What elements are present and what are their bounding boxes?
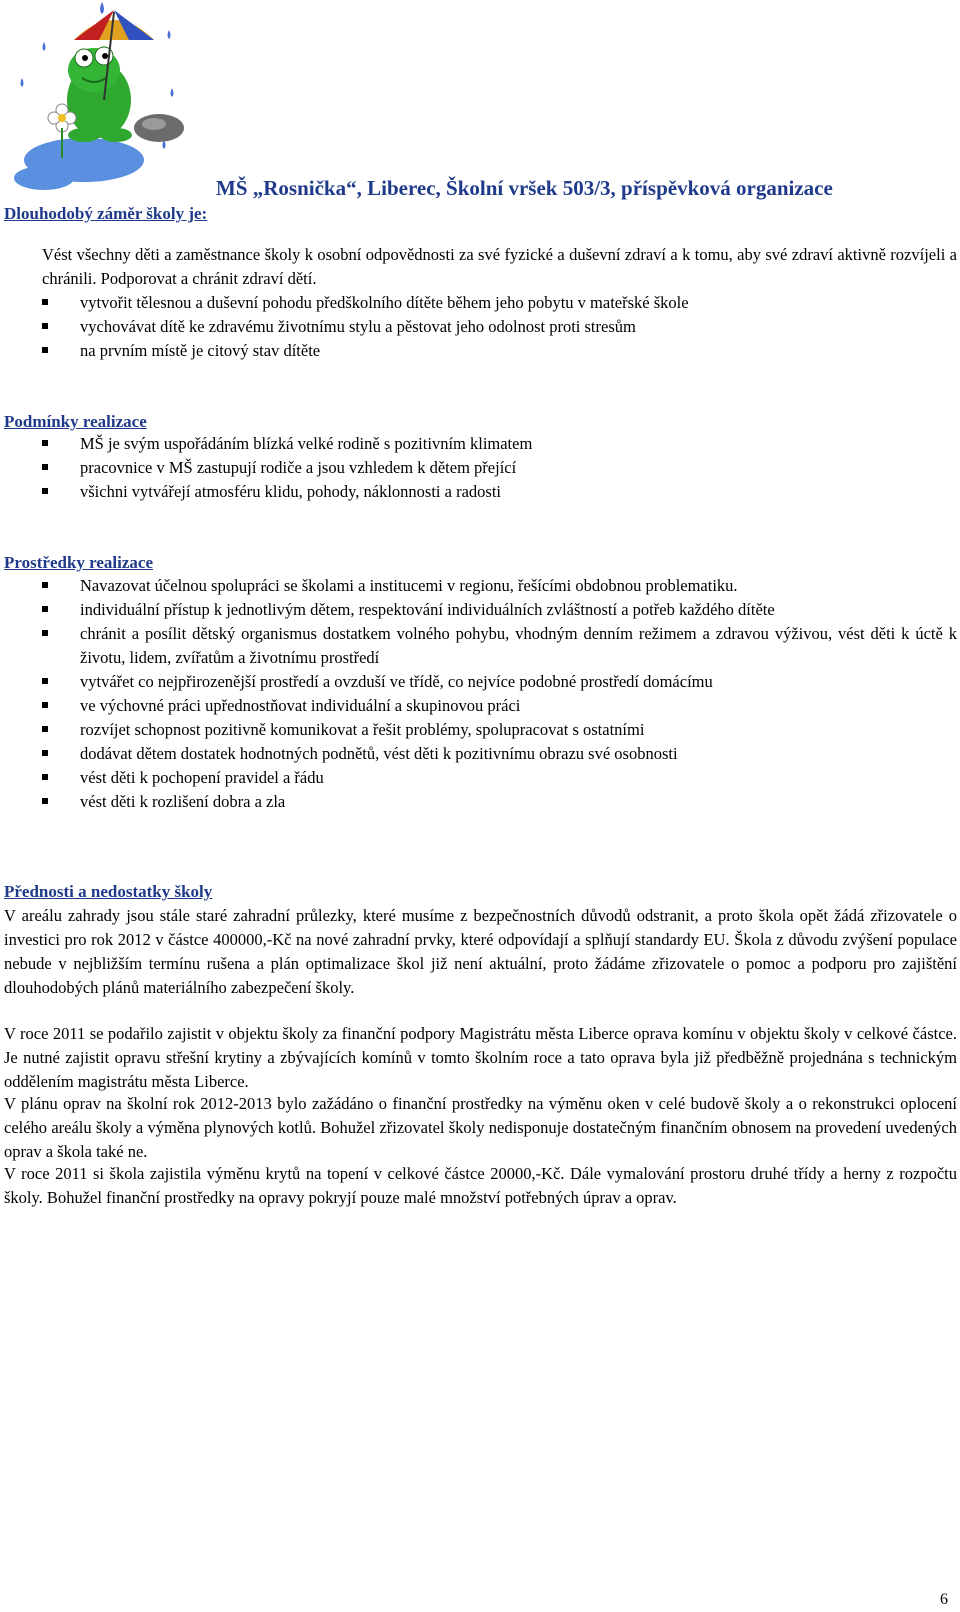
square-bullet-icon xyxy=(42,750,48,756)
strengths-paragraph-1: V areálu zahrady jsou stále staré zahradní průlezky, které musíme z bezpečnostních důvodů odstranit, a proto škola opět žádá zřizovatele o investici pro rok 2012 v částce 400000,-Kč na nové zahradní prvky, které odpovídají a splňují standardy EU. Škola z důvodu zvýšení populace nebude v nejbližším termínu rušena a plán optimalizace škol již není aktuální, proto žádáme zřizovatele o pomoc a podporu pro zajištění dlouhodobých plánů materiálního zabezpečení školy. xyxy=(4,906,957,997)
square-bullet-icon xyxy=(42,440,48,446)
square-bullet-icon xyxy=(42,323,48,329)
frog-umbrella-logo xyxy=(4,0,184,200)
strengths-paragraph-4: V roce 2011 si škola zajistila výměnu krytů na topení v celkové částce 20000,-Kč. Dále vymalování prostoru druhé třídy a herny z rozpočtu školy. Bohužel finanční prostředky na opravy pokryjí pouze malé množství potřebných úprav a oprav. xyxy=(4,1164,957,1207)
square-bullet-icon xyxy=(42,464,48,470)
strengths-paragraph-2: V roce 2011 se podařilo zajistit v objektu školy za finanční podpory Magistrátu města Liberce oprava komínu v objektu školy v celkové částce. Je nutné zajistit opravu střešní krytiny a zbývajících komínů v tomto školním roce a tato oprava byla již předběžně projednána s technickým oddělením magistrátu města Liberce. xyxy=(4,1024,957,1091)
page-number: 6 xyxy=(940,1591,948,1608)
strengths-paragraph-3: V plánu oprav na školní rok 2012-2013 bylo zažádáno o finanční prostředky na výměnu oken v celé budově školy a o rekonstrukci oplocení celého areálu školy a výměna plynových kotlů. Bohužel zřizovatel školy nedisponuje dostatečným finančním obnosem na provedení uvedených oprav a škola také ne. xyxy=(4,1094,957,1161)
list-item: individuální přístup k jednotlivým dětem, respektování individuálních zvláštností a potřeb každého dítěte xyxy=(0,598,957,622)
conditions-heading: Podmínky realizace xyxy=(4,412,147,431)
square-bullet-icon xyxy=(42,726,48,732)
list-item: MŠ je svým uspořádáním blízká velké rodině s pozitivním klimatem xyxy=(0,432,957,456)
square-bullet-icon xyxy=(42,702,48,708)
means-heading: Prostředky realizace xyxy=(4,553,154,572)
list-item: pracovnice v MŠ zastupují rodiče a jsou vzhledem k dětem přející xyxy=(0,456,957,480)
means-list xyxy=(0,574,957,814)
list-item: rozvíjet schopnost pozitivně komunikovat a řešit problémy, spolupracovat s ostatními xyxy=(0,718,957,742)
conditions-list xyxy=(0,432,957,504)
longterm-list xyxy=(0,291,957,363)
strengths-heading: Přednosti a nedostatky školy xyxy=(4,882,213,901)
square-bullet-icon xyxy=(42,606,48,612)
list-item: vést děti k pochopení pravidel a řádu xyxy=(0,766,957,790)
list-item: dodávat dětem dostatek hodnotných podnětů, vést děti k pozitivnímu obrazu své osobnosti xyxy=(0,742,957,766)
list-item: vést děti k rozlišení dobra a zla xyxy=(0,790,957,814)
square-bullet-icon xyxy=(42,798,48,804)
square-bullet-icon xyxy=(42,630,48,636)
list-item: všichni vytvářejí atmosféru klidu, pohody, náklonnosti a radosti xyxy=(0,480,957,504)
square-bullet-icon xyxy=(42,347,48,353)
school-title: MŠ „Rosnička“, Liberec, Školní vršek 503/3, příspěvková organizace xyxy=(216,176,833,200)
list-item: vytvářet co nejpřirozenější prostředí a ovzduší ve třídě, co nejvíce podobné prostředí domácímu xyxy=(0,670,957,694)
list-item: na prvním místě je citový stav dítěte xyxy=(0,339,957,363)
square-bullet-icon xyxy=(42,582,48,588)
list-item: Navazovat účelnou spolupráci se školami a institucemi v regionu, řešícími obdobnou problematiku. xyxy=(0,574,957,598)
list-item: vytvořit tělesnou a duševní pohodu předškolního dítěte během jeho pobytu v mateřské škole xyxy=(0,291,957,315)
list-item: vychovávat dítě ke zdravému životnímu stylu a pěstovat jeho odolnost proti stresům xyxy=(0,315,957,339)
square-bullet-icon xyxy=(42,299,48,305)
list-item: chránit a posílit dětský organismus dostatkem volného pohybu, vhodným denním režimem a zdravou výživou, vést děti k úctě k životu, lidem, zvířatům a životnímu prostředí xyxy=(0,622,957,670)
square-bullet-icon xyxy=(42,774,48,780)
square-bullet-icon xyxy=(42,678,48,684)
square-bullet-icon xyxy=(42,488,48,494)
longterm-heading: Dlouhodobý záměr školy je: xyxy=(4,204,208,223)
longterm-intro: Vést všechny děti a zaměstnance školy k osobní odpovědnosti za své fyzické a duševní zdraví a k tomu, aby své zdraví aktivně rozvíjeli a chránili. Podporovat a chránit zdraví dětí. xyxy=(42,245,957,288)
list-item: ve výchovné práci upřednostňovat individuální a skupinovou práci xyxy=(0,694,957,718)
